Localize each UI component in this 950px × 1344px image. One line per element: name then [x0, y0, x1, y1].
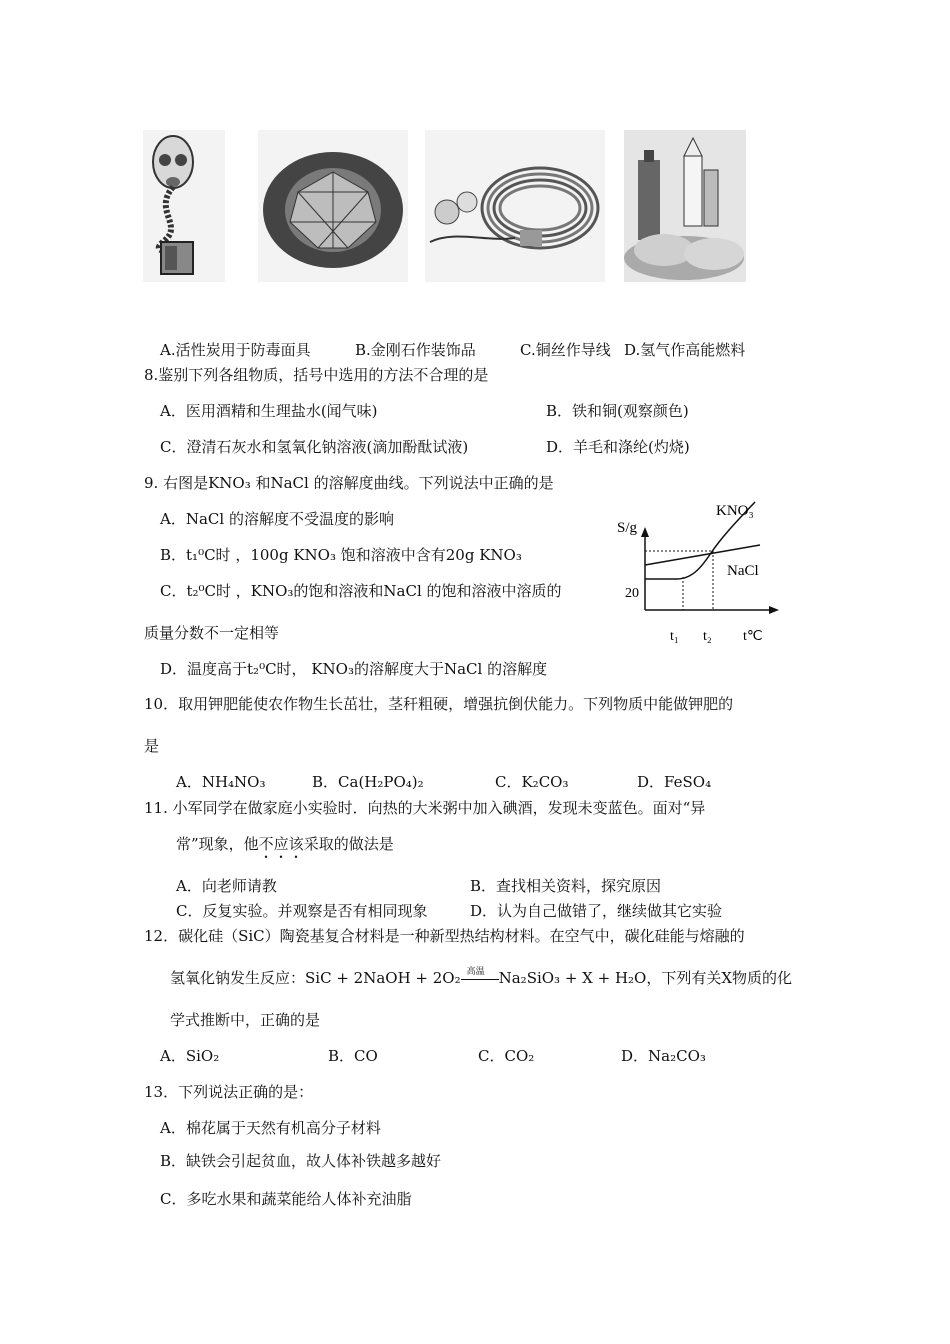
- y-axis-arrow: [641, 527, 649, 537]
- q12-stem-line3: 学式推断中，正确的是: [170, 1011, 321, 1029]
- q8-option-a: A．医用酒精和生理盐水(闻气味): [160, 402, 378, 420]
- q7-option-d: D.氢气作高能燃料: [624, 341, 746, 359]
- q10-option-b: B．Ca(H₂PO₄)₂: [312, 773, 424, 791]
- legend-knO3: KNO₃: [716, 503, 754, 519]
- q12-option-a: A．SiO₂: [160, 1047, 220, 1065]
- q10-stem-line1: 10．取用钾肥能使农作物生长茁壮，茎秆粗硬，增强抗倒伏能力。下列物质中能做钾肥的: [144, 695, 734, 713]
- q13-option-a: A．棉花属于天然有机高分子材料: [160, 1119, 381, 1137]
- series-nacl-line: [645, 545, 760, 565]
- q12-equation-right: Na₂SiO₃ + X + H₂O，下列有关X物质的化: [498, 969, 793, 987]
- q8-option-d: D．羊毛和涤纶(灼烧): [546, 438, 690, 456]
- copper-wire-image: [425, 130, 605, 282]
- diamond-icon: [258, 130, 408, 282]
- solubility-chart: [615, 495, 800, 650]
- gas-mask-image: [143, 130, 225, 282]
- q11-stem-line1: 11. 小军同学在做家庭小实验时．向热的大米粥中加入碘酒，发现未变蓝色。面对“异: [144, 799, 706, 817]
- q9-option-c-line1: C．t₂⁰C时 ，KNO₃的饱和溶液和NaCl 的饱和溶液中溶质的: [160, 582, 562, 600]
- q9-option-d: D．温度高于t₂⁰C时， KNO₃的溶解度大于NaCl 的溶解度: [160, 660, 548, 678]
- q11-stem-post: 采取的做法是: [303, 835, 394, 853]
- q12-equation-left: 氢氧化钠发生反应：SiC + 2NaOH + 2O₂: [170, 969, 461, 987]
- q12-reaction-arrow: [461, 967, 499, 986]
- xlabel: t℃: [743, 629, 763, 644]
- q11-option-c: C．反复实验。并观察是否有相同现象: [176, 902, 428, 920]
- x-axis-arrow: [769, 606, 779, 614]
- q9-stem: 9. 右图是KNO₃ 和NaCl 的溶解度曲线。下列说法中正确的是: [144, 474, 554, 492]
- q10-option-a: A．NH₄NO₃: [176, 773, 266, 791]
- q12-reaction-condition: 高温: [466, 967, 485, 977]
- rocket-launch-icon: [624, 130, 746, 282]
- q12-stem-line2: [170, 967, 792, 988]
- q8-stem: 8.鉴别下列各组物质，括号中选用的方法不合理的是: [144, 366, 489, 384]
- diamond-image: [258, 130, 408, 282]
- q13-stem: 13．下列说法正确的是：: [144, 1083, 314, 1101]
- q8-option-c: C．澄清石灰水和氢氧化钠溶液(滴加酚酞试液): [160, 438, 469, 456]
- q11-option-b: B．查找相关资料，探究原因: [470, 877, 662, 895]
- q12-stem-line1: 12．碳化硅（SiC）陶瓷基复合材料是一种新型热结构材料。在空气中，碳化硅能与熔融的: [144, 927, 745, 945]
- q9-option-a: A．NaCl 的溶解度不受温度的影响: [160, 510, 394, 528]
- q12-option-d: D．Na₂CO₃: [621, 1047, 706, 1065]
- q12-option-c: C．CO₂: [478, 1047, 535, 1065]
- q7-option-c: C.铜丝作导线: [520, 341, 611, 359]
- q9-option-c-line2: 质量分数不一定相等: [144, 624, 280, 642]
- y-tick-20: 20: [625, 586, 639, 601]
- rocket-image: [624, 130, 746, 282]
- q11-option-a: A．向老师请教: [176, 877, 277, 895]
- q9-option-b: B．t₁⁰C时 ，100g KNO₃ 饱和溶液中含有20g KNO₃: [160, 546, 522, 564]
- q7-option-b: B.金刚石作装饰品: [355, 341, 476, 359]
- q10-option-c: C．K₂CO₃: [495, 773, 569, 791]
- q12-option-b: B．CO: [328, 1047, 378, 1065]
- legend-nacl: NaCl: [727, 563, 759, 579]
- q13-option-b: B．缺铁会引起贫血，故人体补铁越多越好: [160, 1152, 442, 1170]
- q13-option-c: C．多吃水果和蔬菜能给人体补充油脂: [160, 1190, 412, 1208]
- x-tick-t2: t₂: [703, 629, 712, 644]
- ylabel: S/g: [617, 520, 638, 536]
- q11-stem-emphasis: 不应该: [258, 835, 304, 853]
- q11-stem-line2: [176, 833, 394, 862]
- gas-mask-icon: [143, 130, 225, 282]
- q11-option-d: D．认为自己做错了，继续做其它实验: [470, 902, 723, 920]
- q7-option-a: A.活性炭用于防毒面具: [160, 341, 311, 359]
- q11-stem-pre: 常”现象，他: [176, 835, 259, 853]
- copper-wire-icon: [425, 130, 605, 282]
- q8-option-b: B．铁和铜(观察颜色): [546, 402, 689, 420]
- q10-stem-line2: 是: [144, 737, 160, 755]
- x-tick-t1: t₁: [670, 629, 679, 644]
- q10-option-d: D．FeSO₄: [637, 773, 712, 791]
